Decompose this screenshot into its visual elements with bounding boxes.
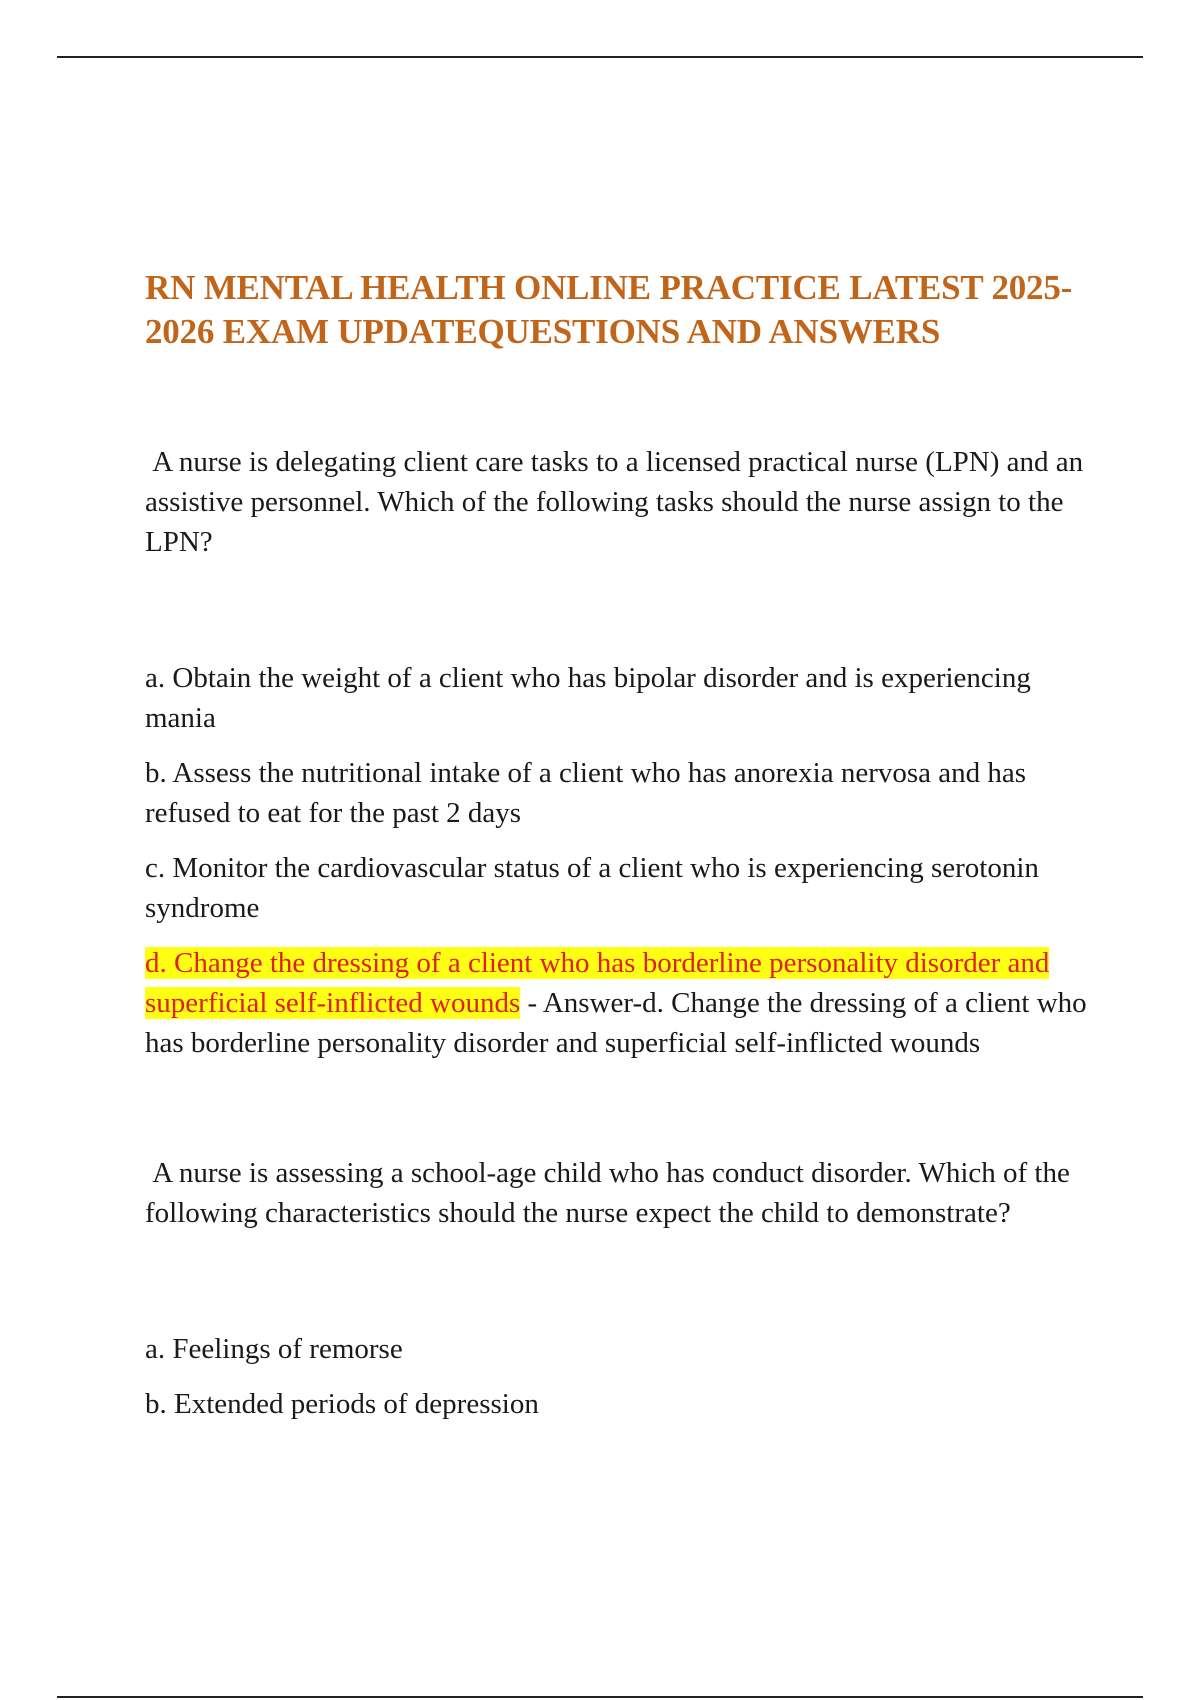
question-1-correct-option: d. Change the dressing of a client who has borderline personality disorder and superficial self-inflicted wounds: [145, 947, 1050, 1019]
question-2-option-b: b. Extended periods of depression: [145, 1388, 539, 1420]
question-1-answer: - Answer-d. Change the dressing of a client who has borderline personality disorder and superficial self-inflicted wounds: [145, 987, 1087, 1059]
question-1-option-b: b. Assess the nutritional intake of a client who has anorexia nervosa and has refused to eat for the past 2 days: [145, 757, 1027, 829]
question-2-option-a: a. Feelings of remorse: [145, 1333, 403, 1365]
question-1-option-a: a. Obtain the weight of a client who has bipolar disorder and is experiencing mania: [145, 662, 1031, 734]
question-1-stem: A nurse is delegating client care tasks to a licensed practical nurse (LPN) and an assistive personnel. Which of the following tasks should the nurse assign to the LPN?: [145, 446, 1091, 558]
question-2: [145, 1153, 1090, 1424]
document-title: RN MENTAL HEALTH ONLINE PRACTICE LATEST 2025-2026 EXAM UPDATEQUESTIONS AND ANSWERS: [145, 268, 1073, 351]
question-1-options: [145, 658, 1090, 1063]
bottom-rule: [57, 1696, 1143, 1698]
question-1-option-c: c. Monitor the cardiovascular status of a client who is experiencing serotonin syndrome: [145, 852, 1039, 924]
question-2-options: [145, 1329, 1090, 1424]
document-body: [145, 266, 1090, 1439]
question-1-option-d: [145, 943, 1090, 1063]
question-2-stem: A nurse is assessing a school-age child who has conduct disorder. Which of the following characteristics should the nurse expect the child to demonstrate?: [145, 1157, 1078, 1229]
question-1: [145, 442, 1090, 1063]
top-rule: [57, 56, 1143, 58]
